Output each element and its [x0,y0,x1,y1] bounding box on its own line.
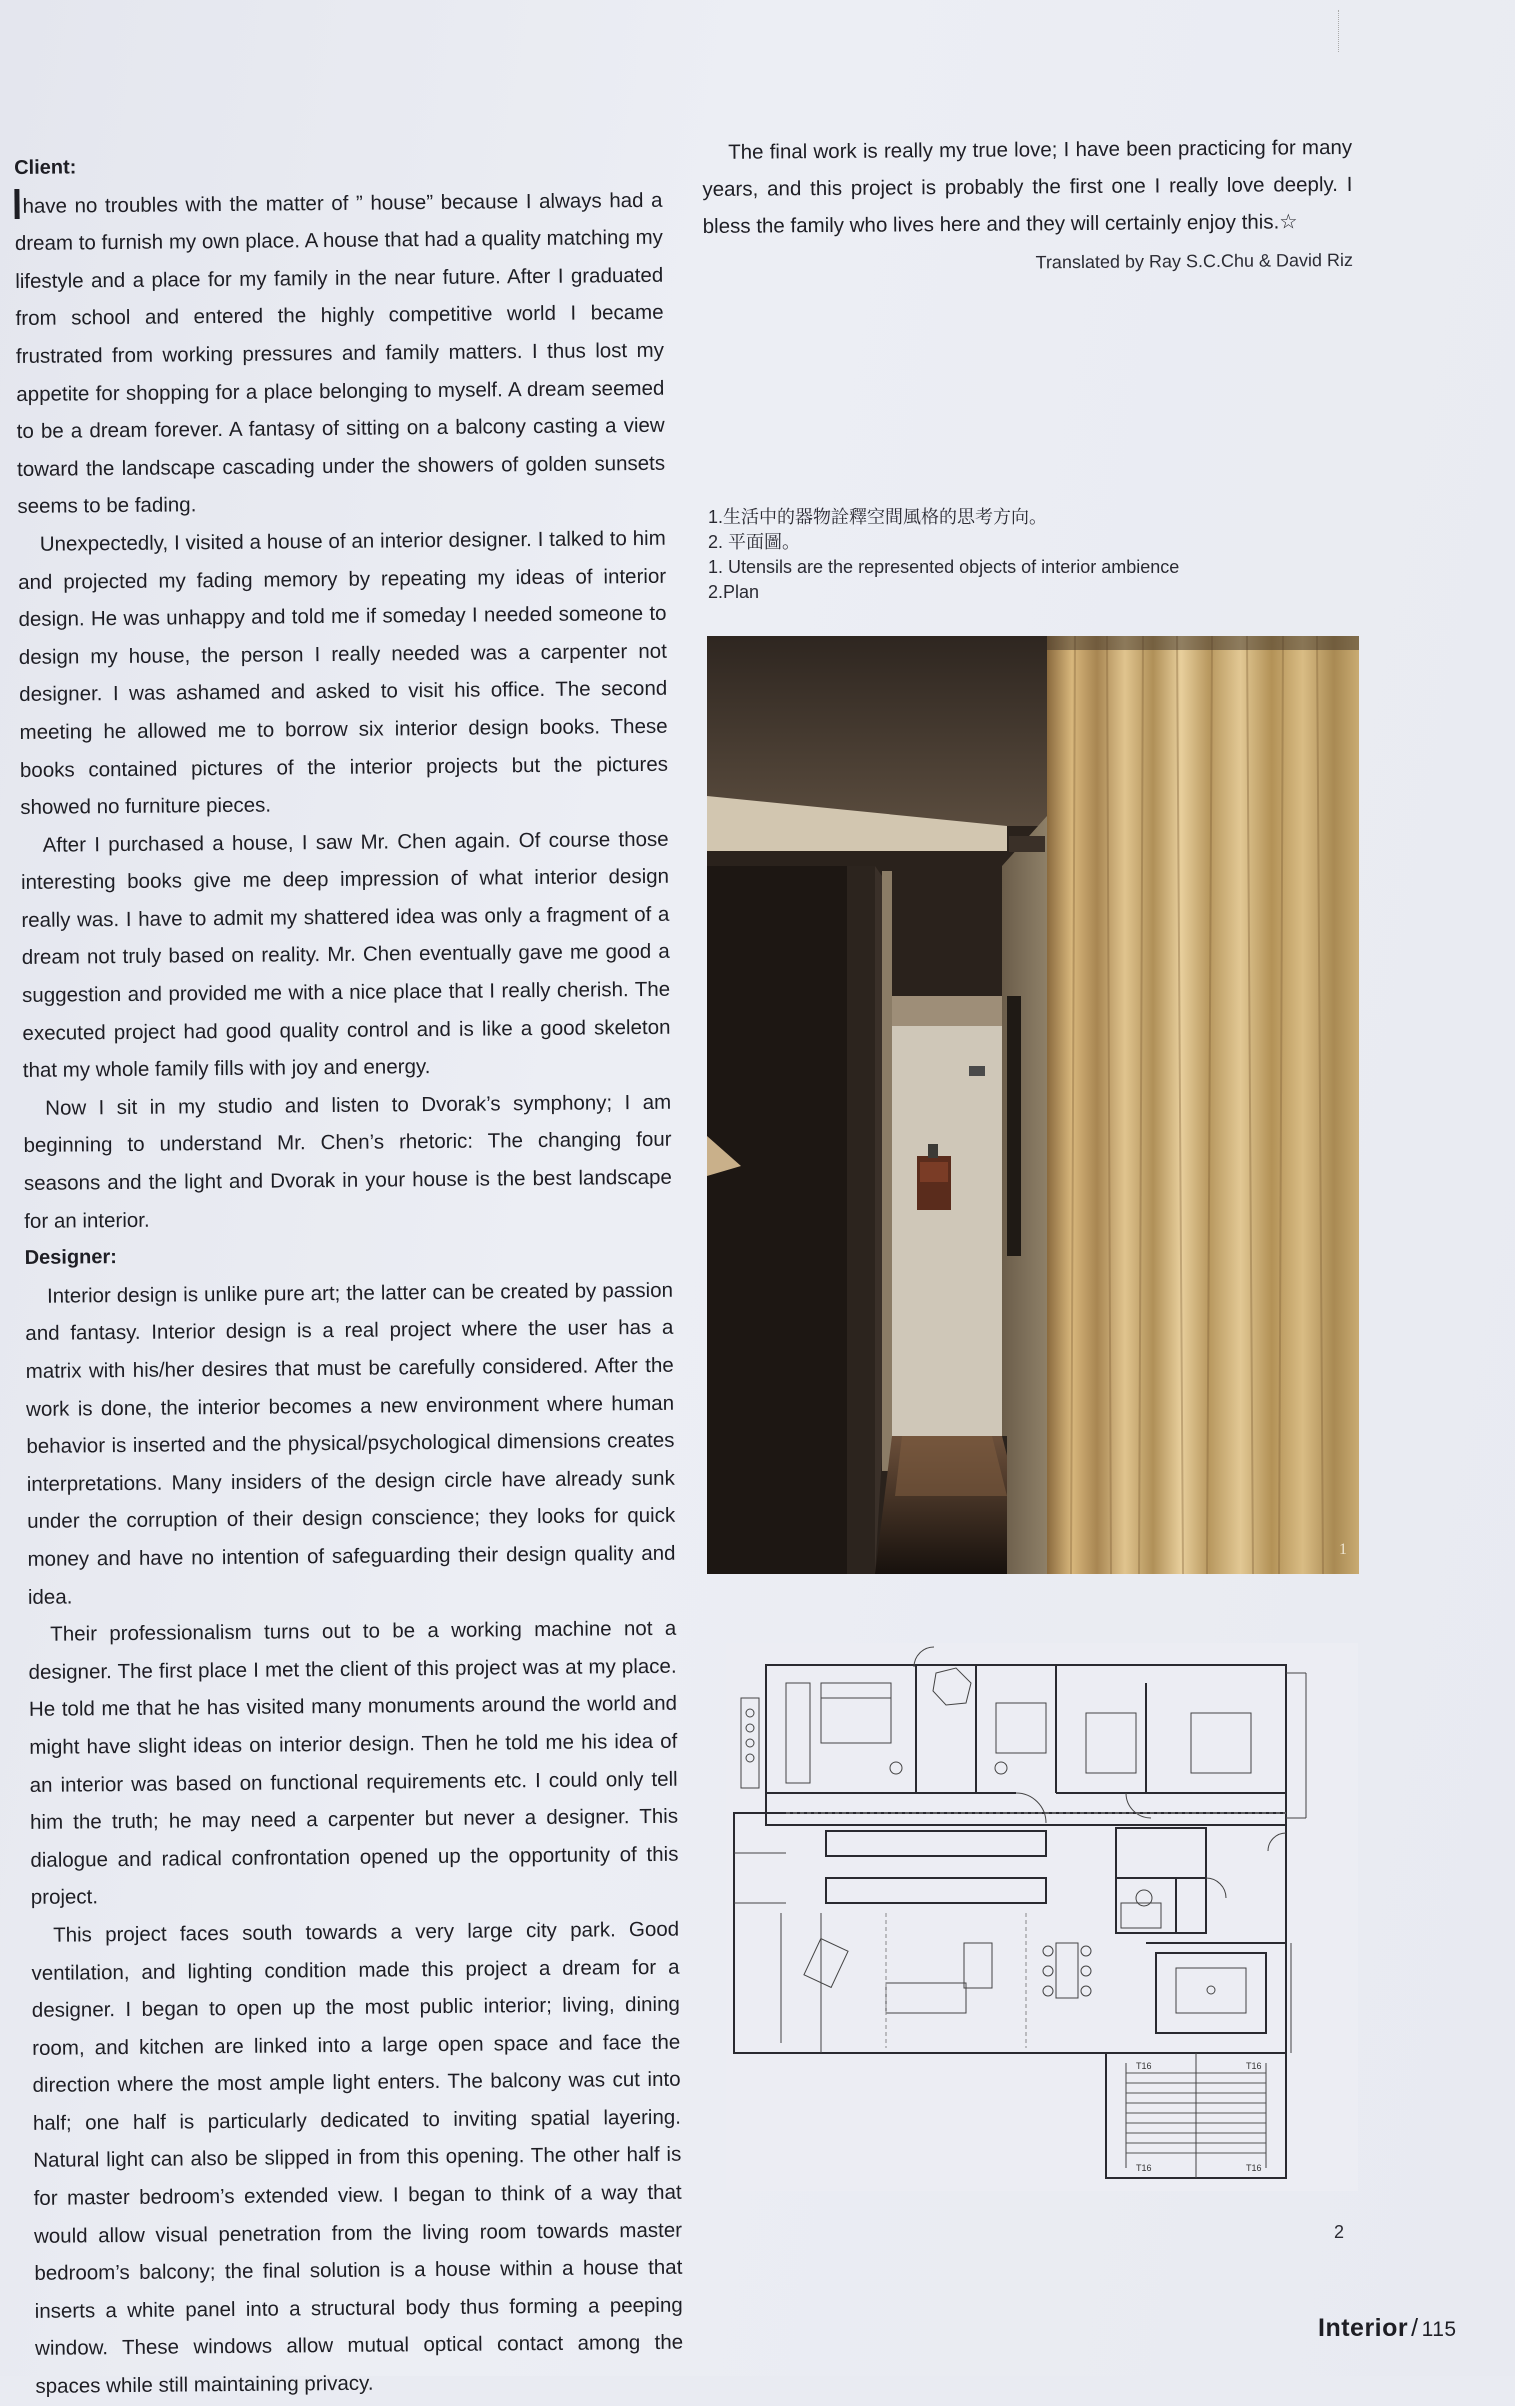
designer-heading: Designer: [24,1246,117,1270]
page-number: 115 [1421,2318,1457,2341]
caption-en-2: 2.Plan [708,582,760,602]
corridor-photo-illustration [707,636,1359,1574]
designer-paragraph-1: Interior design is unlike pure art; the latter can be created by passion and fantasy. Interior design is a real project where the user has a matrix with his/her desires that must be carefully considered. After the work is done, the interior becomes a new environment where human behavior is inserted and the physical/psychological dimensions creates interpretations. Many insiders of the design circle have already sunk under the corruption of their design conscience; they looks for quick money and have no intention of safeguarding their design quality and idea. [25,1278,676,1609]
plan-label: T16 [1246,2163,1262,2173]
client-paragraph-3: After I purchased a house, I saw Mr. Chen again. Of course those interesting books give me deep impression of what interior design really was. I have to admit my shattered idea was only a fragment of a dream not truly based on reality. Mr. Chen eventually gave me good a suggestion and provided me with a nice place that I really cherish. The executed project had good quality control and is like a good skeleton that my whole family fills with joy and energy. [20,827,671,1083]
plan-figure-number: 2 [1334,2222,1345,2242]
page-footer [1318,2314,1457,2343]
client-heading: Client: [14,156,77,179]
photo-figure-number: 1 [1339,1541,1347,1558]
designer-paragraph-2: Their professionalism turns out to be a working machine not a designer. The first place I met the client of this project was at my place. He told me that he has visited many monuments around the world and might have slight ideas on interior design. Then he told me his idea of an interior was based on functional requirements etc. I could only tell him the truth; he may need a carpenter but never a designer. This dialogue and radical confrontation opened up the opportunity of this project. [28,1616,679,1910]
plan-label: T16 [1136,2163,1152,2173]
right-column-text [702,129,1353,284]
client-paragraph-1: have no troubles with the matter of ” house” because I always had a dream to furnish my own place. A house that had a quality matching my lifestyle and a place for my family in the near future. After I graduated from school and entered the highly competitive world I became frustrated from working pressures and family matters. I thus lost my appetite for shopping for a place belonging to myself. A dream seemed to be a dream forever. A fantasy of sitting on a balcony casting a view toward the landscape cascading under the showers of golden sunsets seems to be fading. [14,188,666,519]
caption-zh-1: 1.生活中的器物詮釋空間風格的思考方向。 [708,507,1048,527]
plan-label: T16 [1136,2061,1152,2071]
caption-zh-2: 2. 平面圖。 [708,532,801,552]
interior-photo [707,636,1359,1574]
print-mark [1338,10,1345,52]
plan-label: T16 [1246,2061,1262,2071]
translator-credit: Translated by Ray S.C.Chu & David Riz [1035,249,1354,273]
closing-paragraph: The final work is really my true love; I have been practicing for many years, and this project is probably the first one I really love deeply. I bless the family who lives here and they will certainly enjoy this.☆ [702,135,1353,238]
client-paragraph-2: Unexpectedly, I visited a house of an interior designer. I talked to him and projected my fading memory by repeating my ideas of interior design. He was unhappy and told me if someday I needed someone to design my house, the person I really needed was a carpenter not designer. I was ashamed and asked to visit his office. The second meeting he allowed me to borrow six interior design books. These books contained pictures of the interior projects but the pictures showed no furniture pieces. [18,526,669,820]
designer-paragraph-3: This project faces south towards a very large city park. Good ventilation, and lighting condition made this project a dream for a designer. I began to open up the most public interior; living, dining room, and kitchen are linked into a large open space and face the direction where the most ample light enters. The balcony was cut into half; one half is particularly dedicated to inviting spatial layering. Natural light can also be slipped in from this opening. The other half is for master bedroom’s extended view. I began to think of a way that would allow visual penetration from the living room towards master bedroom’s balcony; the final solution is a house within a house that inserts a white panel into a structural body thus forming a peeping window. These windows allow mutual optical contact among the spaces while still maintaining privacy. [31,1917,684,2398]
caption-en-1: 1. Utensils are the represented objects of interior ambience [708,557,1180,577]
floor-plan [726,1643,1358,2191]
magazine-brand: Interior [1318,2314,1409,2342]
figure-captions [708,505,1348,605]
footer-separator: / [1411,2314,1419,2342]
left-column [14,144,684,2406]
client-paragraph-4: Now I sit in my studio and listen to Dvorak’s symphony; I am beginning to understand Mr. Chen’s rhetoric: The changing four seasons and the light and Dvorak in your house is the best landscape for an interior. [23,1090,673,1233]
drop-cap-bar [14,189,19,219]
